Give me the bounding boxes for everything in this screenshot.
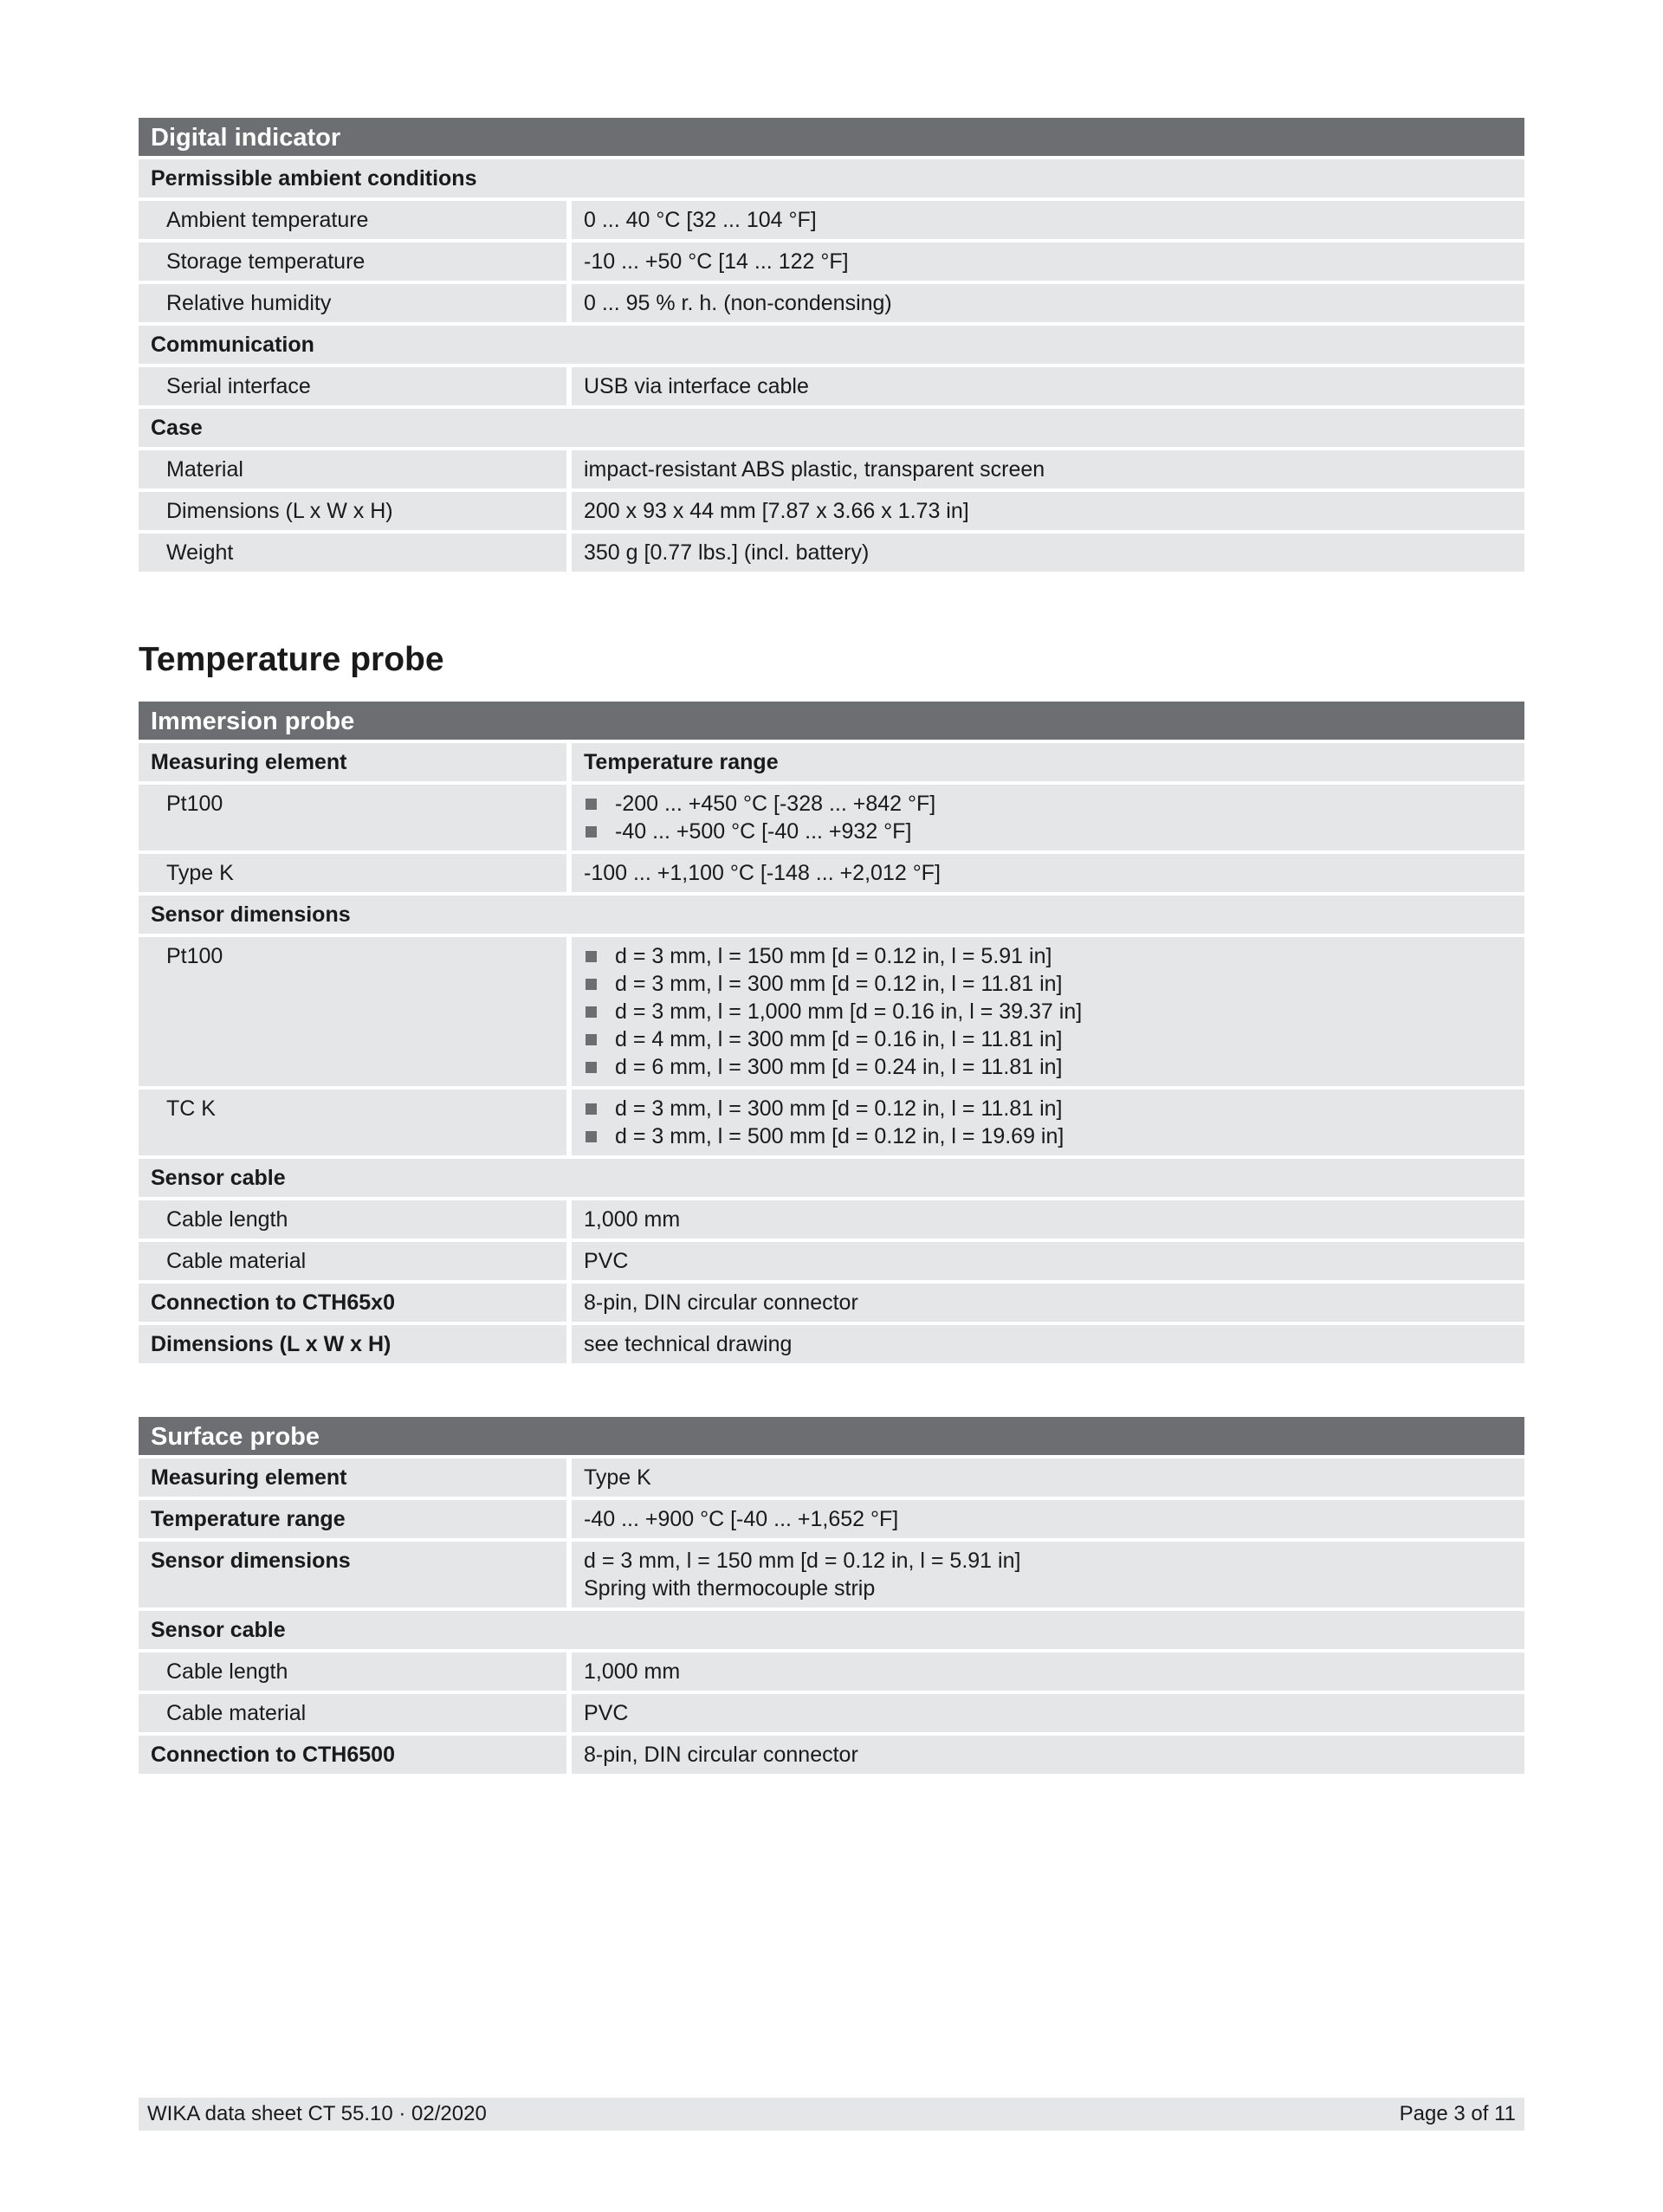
weight-value: 350 g [0.77 lbs.] (incl. battery) (572, 534, 1524, 572)
table-row (139, 854, 1524, 892)
sensor-dimensions-line: d = 3 mm, l = 150 mm [d = 0.12 in, l = 5.91 in] (584, 1549, 1021, 1573)
pt100-ranges (572, 785, 1524, 851)
pt100-dimensions (572, 937, 1524, 1086)
list-item: d = 6 mm, l = 300 mm [d = 0.24 in, l = 11.81 in] (584, 1053, 1512, 1081)
cable-length-value: 1,000 mm (572, 1200, 1524, 1239)
surface-cable-length-label: Cable length (139, 1653, 572, 1691)
dimensions-value: see technical drawing (572, 1325, 1524, 1363)
surface-probe-table (139, 1413, 1524, 1777)
ambient-temperature-value: 0 ... 40 °C [32 ... 104 °F] (572, 201, 1524, 239)
table-row (139, 1500, 1524, 1538)
surface-sensor-dimensions-label: Sensor dimensions (139, 1542, 572, 1607)
storage-temperature-value: -10 ... +50 °C [14 ... 122 °F] (572, 243, 1524, 281)
table-row (139, 201, 1524, 239)
section-title: Temperature probe (139, 641, 444, 678)
surface-cable-length-value: 1,000 mm (572, 1653, 1524, 1691)
table-row (139, 1242, 1524, 1280)
measuring-element-label: Measuring element (139, 743, 572, 781)
table-row (139, 243, 1524, 281)
pt100-dimensions-label: Pt100 (139, 937, 572, 1086)
case-material-label: Material (139, 450, 572, 488)
temperature-range-label: Temperature range (572, 743, 1524, 781)
surface-cable-material-label: Cable material (139, 1694, 572, 1732)
footer-page-number: Page 3 of 11 (1399, 2102, 1516, 2125)
connection-label: Connection to CTH65x0 (139, 1284, 572, 1322)
digital-indicator-table (139, 114, 1524, 575)
pt100-label: Pt100 (139, 785, 572, 851)
table-row (139, 1458, 1524, 1497)
tck-dimensions-label: TC K (139, 1090, 572, 1155)
surface-sensor-cable-group: Sensor cable (139, 1611, 1524, 1649)
surface-connection-label: Connection to CTH6500 (139, 1736, 572, 1774)
table-row (139, 1284, 1524, 1322)
surface-temperature-range-label: Temperature range (139, 1500, 572, 1538)
table-row (139, 1325, 1524, 1363)
case-dimensions-value: 200 x 93 x 44 mm [7.87 x 3.66 x 1.73 in] (572, 492, 1524, 530)
communication-group: Communication (139, 326, 1524, 364)
immersion-probe-title: Immersion probe (139, 702, 1524, 740)
table-row (139, 743, 1524, 781)
table-row (139, 937, 1524, 1086)
surface-connection-value: 8-pin, DIN circular connector (572, 1736, 1524, 1774)
sensor-dimensions-line: Spring with thermocouple strip (584, 1576, 876, 1601)
list-item: d = 3 mm, l = 300 mm [d = 0.12 in, l = 11.81 in] (584, 1095, 1512, 1122)
sensor-dimensions-group: Sensor dimensions (139, 896, 1524, 934)
table-row (139, 534, 1524, 572)
list-item: d = 4 mm, l = 300 mm [d = 0.16 in, l = 11.81 in] (584, 1025, 1512, 1053)
table-row (139, 1200, 1524, 1239)
dimensions-label: Dimensions (L x W x H) (139, 1325, 572, 1363)
table-row (139, 492, 1524, 530)
immersion-probe-table (139, 698, 1524, 1367)
list-item: d = 3 mm, l = 150 mm [d = 0.12 in, l = 5.91 in] (584, 942, 1512, 970)
table-row (139, 1090, 1524, 1155)
table-row (139, 284, 1524, 322)
surface-cable-material-value: PVC (572, 1694, 1524, 1732)
table-row (139, 1736, 1524, 1774)
datasheet-page (139, 118, 1524, 1777)
connection-value: 8-pin, DIN circular connector (572, 1284, 1524, 1322)
list-item: -200 ... +450 °C [-328 ... +842 °F] (584, 790, 1512, 818)
page-footer (139, 2098, 1524, 2131)
cable-length-label: Cable length (139, 1200, 572, 1239)
relative-humidity-value: 0 ... 95 % r. h. (non-condensing) (572, 284, 1524, 322)
serial-interface-value: USB via interface cable (572, 367, 1524, 405)
table-row (139, 1694, 1524, 1732)
table-row (139, 1542, 1524, 1607)
type-k-range: -100 ... +1,100 °C [-148 ... +2,012 °F] (572, 854, 1524, 892)
table-row (139, 785, 1524, 851)
list-item: d = 3 mm, l = 300 mm [d = 0.12 in, l = 11.81 in] (584, 970, 1512, 998)
list-item: d = 3 mm, l = 1,000 mm [d = 0.16 in, l = 39.37 in] (584, 998, 1512, 1025)
ambient-temperature-label: Ambient temperature (139, 201, 572, 239)
surface-temperature-range-value: -40 ... +900 °C [-40 ... +1,652 °F] (572, 1500, 1524, 1538)
relative-humidity-label: Relative humidity (139, 284, 572, 322)
case-dimensions-label: Dimensions (L x W x H) (139, 492, 572, 530)
surface-sensor-dimensions-value (572, 1542, 1524, 1607)
storage-temperature-label: Storage temperature (139, 243, 572, 281)
tck-dimensions (572, 1090, 1524, 1155)
list-item: d = 3 mm, l = 500 mm [d = 0.12 in, l = 19.69 in] (584, 1122, 1512, 1150)
serial-interface-label: Serial interface (139, 367, 572, 405)
table-row (139, 450, 1524, 488)
table-row (139, 1653, 1524, 1691)
surface-measuring-element-label: Measuring element (139, 1458, 572, 1497)
weight-label: Weight (139, 534, 572, 572)
cable-material-value: PVC (572, 1242, 1524, 1280)
cable-material-label: Cable material (139, 1242, 572, 1280)
type-k-label: Type K (139, 854, 572, 892)
surface-probe-title: Surface probe (139, 1417, 1524, 1455)
list-item: -40 ... +500 °C [-40 ... +932 °F] (584, 818, 1512, 845)
sensor-cable-group: Sensor cable (139, 1159, 1524, 1197)
ambient-conditions-group: Permissible ambient conditions (139, 159, 1524, 197)
footer-document-id: WIKA data sheet CT 55.10 · 02/2020 (147, 2102, 487, 2125)
digital-indicator-title: Digital indicator (139, 118, 1524, 156)
surface-measuring-element-value: Type K (572, 1458, 1524, 1497)
case-material-value: impact-resistant ABS plastic, transparent screen (572, 450, 1524, 488)
table-row (139, 367, 1524, 405)
case-group: Case (139, 409, 1524, 447)
